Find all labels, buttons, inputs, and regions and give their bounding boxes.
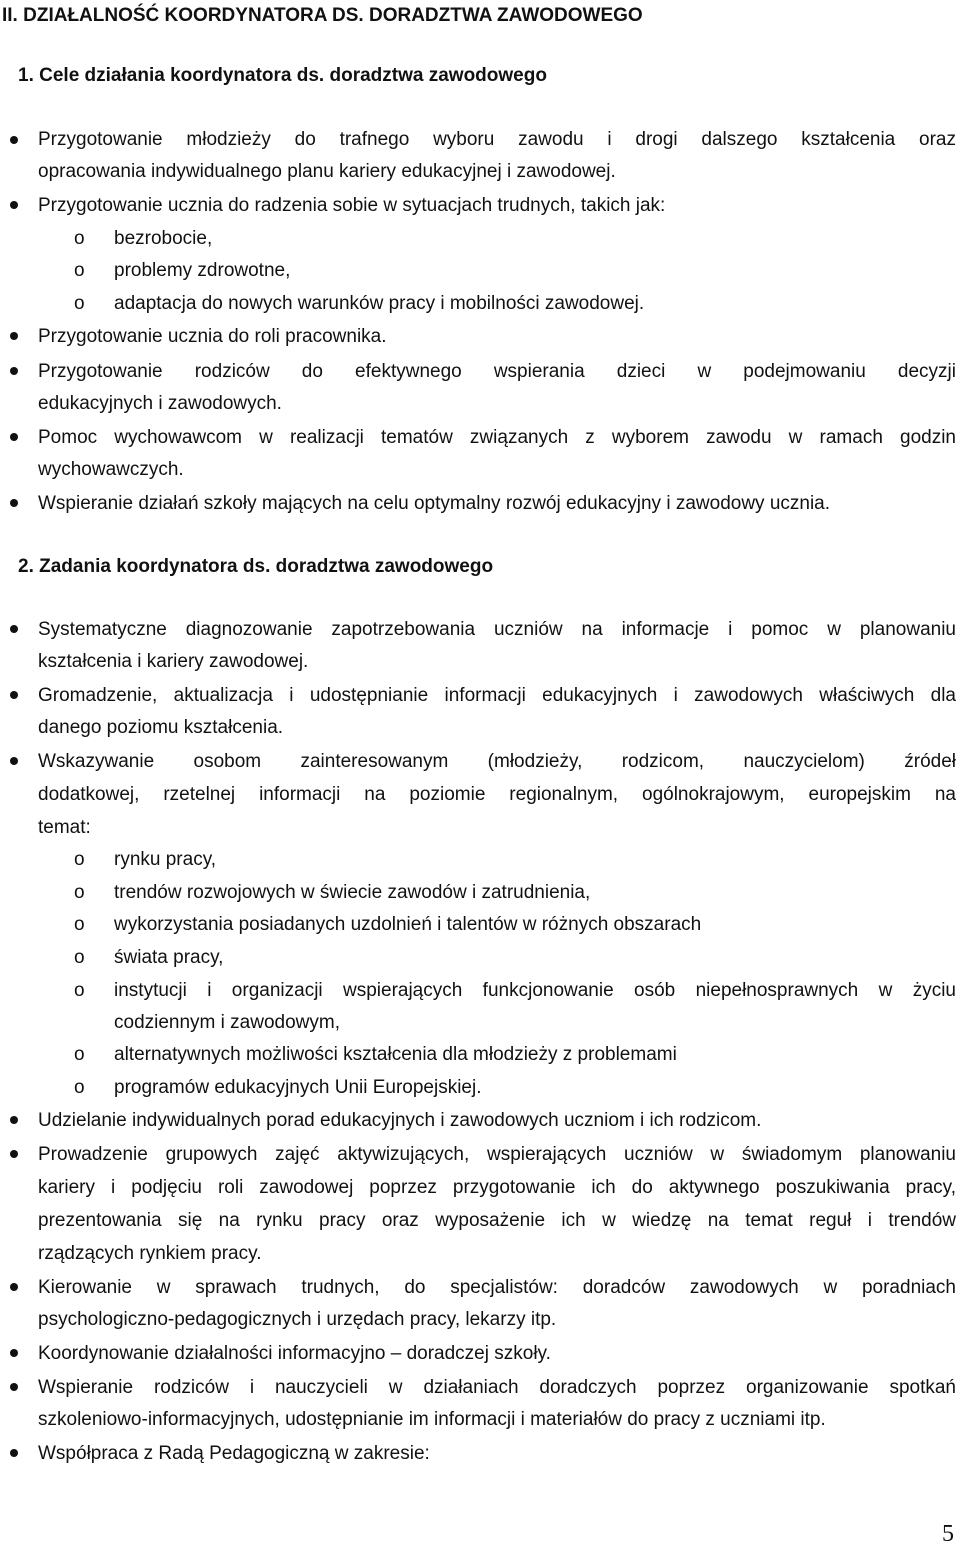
task-subitem-5: instytucji i organizacji wspierających funkcjonowanie osób niepełnosprawnych w życiu bbox=[114, 980, 956, 1001]
task-item-9-line-1: Współpraca z Radą Pedagogiczną w zakresie: bbox=[38, 1443, 430, 1464]
task-item-2-line-2: danego poziomu kształcenia. bbox=[38, 717, 284, 738]
page-number: 5 bbox=[942, 1521, 954, 1547]
goal-subitem-2: problemy zdrowotne, bbox=[114, 260, 291, 281]
bullet-icon bbox=[10, 1349, 18, 1357]
bullet-icon bbox=[10, 625, 18, 633]
goal-subitem-1: bezrobocie, bbox=[114, 228, 213, 249]
task-item-5-line-2: kariery i podjęciu roli zawodowej poprzez przygotowanie ich do aktywnego poszukiwania pracy, bbox=[38, 1177, 956, 1198]
circle-bullet-icon: o bbox=[74, 947, 85, 968]
circle-bullet-icon: o bbox=[74, 882, 85, 903]
circle-bullet-icon: o bbox=[74, 1077, 85, 1098]
task-item-1-line-1: Systematyczne diagnozowanie zapotrzebowania uczniów na informacje i pomoc w planowaniu bbox=[38, 619, 956, 640]
task-item-1-line-2: kształcenia i kariery zawodowej. bbox=[38, 651, 309, 672]
goals-heading: 1. Cele działania koordynatora ds. doradztwa zawodowego bbox=[18, 65, 547, 86]
circle-bullet-icon: o bbox=[74, 228, 85, 249]
goal-item-5-line-1: Pomoc wychowawcom w realizacji tematów związanych z wyborem zawodu w ramach godzin bbox=[38, 427, 956, 448]
goal-subitem-3: adaptacja do nowych warunków pracy i mobilności zawodowej. bbox=[114, 293, 645, 314]
tasks-heading: 2. Zadania koordynatora ds. doradztwa zawodowego bbox=[18, 556, 494, 577]
task-item-3-line-2: dodatkowej, rzetelnej informacji na poziomie regionalnym, ogólnokrajowym, europejskim na bbox=[38, 784, 956, 805]
task-item-7-line-1: Koordynowanie działalności informacyjno – doradczej szkoły. bbox=[38, 1343, 551, 1364]
goal-item-5-line-2: wychowawczych. bbox=[38, 459, 184, 480]
goal-item-1-line-1: Przygotowanie młodzieży do trafnego wyboru zawodu i drogi dalszego kształcenia oraz bbox=[38, 129, 956, 150]
task-item-5-line-3: prezentowania się na rynku pracy oraz wyposażenie ich w wiedzę na temat reguł i trendów bbox=[38, 1210, 956, 1231]
bullet-icon bbox=[10, 332, 18, 340]
bullet-icon bbox=[10, 1383, 18, 1391]
circle-bullet-icon: o bbox=[74, 260, 85, 281]
task-subitem-2: trendów rozwojowych w świecie zawodów i zatrudnienia, bbox=[114, 882, 591, 903]
task-item-3-line-1: Wskazywanie osobom zainteresowanym (młodzieży, rodzicom, nauczycielom) źródeł bbox=[38, 751, 956, 772]
task-subitem-6: codziennym i zawodowym, bbox=[114, 1012, 340, 1033]
task-item-5-line-1: Prowadzenie grupowych zajęć aktywizujących, wspierających uczniów w świadomym planowaniu bbox=[38, 1144, 956, 1165]
task-subitem-7: alternatywnych możliwości kształcenia dla młodzieży z problemami bbox=[114, 1044, 677, 1065]
task-item-6-line-2: psychologiczno-pedagogicznych i urzędach pracy, lekarzy itp. bbox=[38, 1309, 557, 1330]
goal-item-4-line-1: Przygotowanie rodziców do efektywnego wspierania dzieci w podejmowaniu decyzji bbox=[38, 361, 956, 382]
goal-item-4-line-2: edukacyjnych i zawodowych. bbox=[38, 393, 282, 414]
circle-bullet-icon: o bbox=[74, 849, 85, 870]
goal-item-2-line-1: Przygotowanie ucznia do radzenia sobie w sytuacjach trudnych, takich jak: bbox=[38, 195, 666, 216]
bullet-icon bbox=[10, 757, 18, 765]
bullet-icon bbox=[10, 1116, 18, 1124]
circle-bullet-icon: o bbox=[74, 914, 85, 935]
bullet-icon bbox=[10, 499, 18, 507]
circle-bullet-icon: o bbox=[74, 1044, 85, 1065]
bullet-icon bbox=[10, 136, 18, 144]
circle-bullet-icon: o bbox=[74, 293, 85, 314]
goal-item-3-line-1: Przygotowanie ucznia do roli pracownika. bbox=[38, 326, 387, 347]
bullet-icon bbox=[10, 1150, 18, 1158]
task-subitem-3: wykorzystania posiadanych uzdolnień i talentów w różnych obszarach bbox=[114, 914, 702, 935]
bullet-icon bbox=[10, 367, 18, 375]
bullet-icon bbox=[10, 1283, 18, 1291]
task-subitem-8: programów edukacyjnych Unii Europejskiej. bbox=[114, 1077, 482, 1098]
bullet-icon bbox=[10, 691, 18, 699]
task-item-3-line-3: temat: bbox=[38, 817, 91, 838]
task-item-2-line-1: Gromadzenie, aktualizacja i udostępnianie informacji edukacyjnych i zawodowych właściwych dla bbox=[38, 685, 956, 706]
bullet-icon bbox=[10, 1449, 18, 1457]
task-item-6-line-1: Kierowanie w sprawach trudnych, do specjalistów: doradców zawodowych w poradniach bbox=[38, 1277, 956, 1298]
task-item-8-line-1: Wspieranie rodziców i nauczycieli w działaniach doradczych poprzez organizowanie spotkań bbox=[38, 1377, 956, 1398]
section-title: II. DZIAŁALNOŚĆ KOORDYNATORA DS. DORADZTWA ZAWODOWEGO bbox=[2, 5, 643, 26]
task-item-8-line-2: szkoleniowo-informacyjnych, udostępnianie im informacji i materiałów do pracy z uczniami itp. bbox=[38, 1409, 826, 1430]
circle-bullet-icon: o bbox=[74, 980, 85, 1001]
task-subitem-4: świata pracy, bbox=[114, 947, 224, 968]
bullet-icon bbox=[10, 201, 18, 209]
goal-item-1-line-2: opracowania indywidualnego planu kariery edukacyjnej i zawodowej. bbox=[38, 161, 616, 182]
task-item-4-line-1: Udzielanie indywidualnych porad edukacyjnych i zawodowych uczniom i ich rodzicom. bbox=[38, 1110, 762, 1131]
task-item-5-line-4: rządzących rynkiem pracy. bbox=[38, 1243, 262, 1264]
bullet-icon bbox=[10, 433, 18, 441]
task-subitem-1: rynku pracy, bbox=[114, 849, 217, 870]
goal-item-6-line-1: Wspieranie działań szkoły mających na celu optymalny rozwój edukacyjny i zawodowy ucznia. bbox=[38, 493, 831, 514]
